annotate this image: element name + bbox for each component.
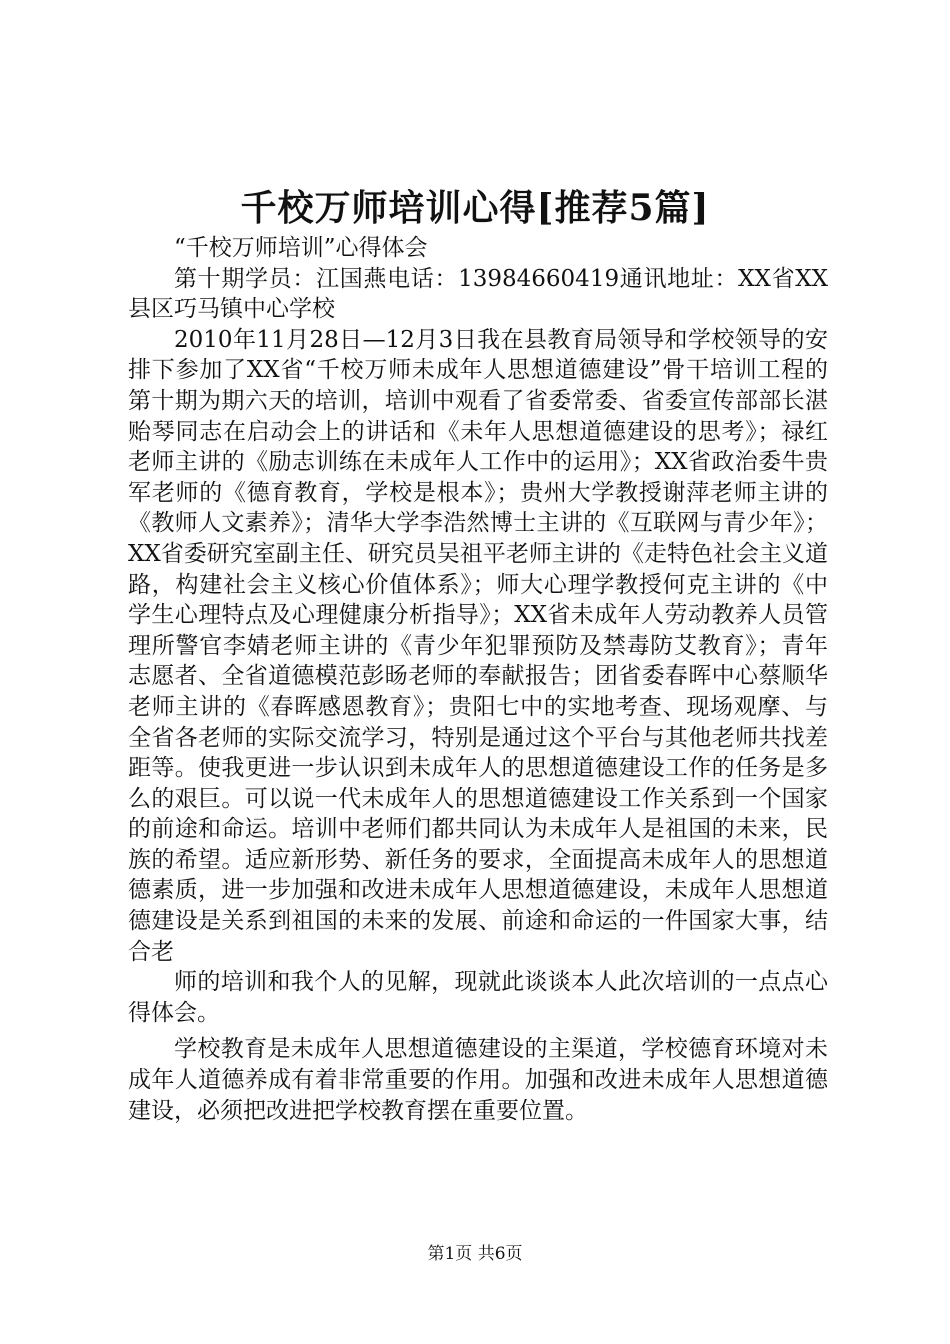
paragraph-continuation: 师的培训和我个人的见解，现就此谈谈本人此次培训的一点点心得体会。 xyxy=(128,969,828,1026)
paragraph-author-info: 第十期学员：江国燕电话：13984660419通讯地址：XX省XX县区巧马镇中心学校 xyxy=(128,265,828,323)
paragraph-subtitle: “千校万师培训”心得体会 xyxy=(174,235,428,261)
document-title: 千校万师培训心得[推荐5篇] xyxy=(240,187,710,229)
page-number-footer: 第1页 共6页 xyxy=(427,1244,523,1264)
paragraph-training-summary: 2010年11月28日—12月3日我在县教育局领导和学校领导的安排下参加了XX省“千校万师未成年人思想道德建设”骨干培训工程的第十期为期六天的培训，培训中观看了省委常委、省委宣传部部长湛贻琴同志在启动会上的讲话和《未年人思想道德建设的思考》；禄红老师主讲的《励志训练在未成年人工作中的运用》；XX省政治委牛贵军老师的《德育教育，学校是根本》；贵州大学教授谢萍老师主讲的《教师人文素养》；清华大学李浩然博士主讲的《互联网与青少年》；XX省委研究室副主任、研究员吴祖平老师主讲的《走特色社会主义道路，构建社会主义核心价值体系》；师大心理学教授何克主讲的《中学生心理特点及心理健康分析指导》；XX省未成年人劳动教养人员管理所警官李婧老师主讲的《青少年犯罪预防及禁毒防艾教育》；青年志愿者、全省道德模范彭旸老师的奉献报告；团省委春晖中心蔡顺华老师主讲的《春晖感恩教育》；贵阳七中的实地考查、现场观摩、与全省各老师的实际交流学习，特别是通过这个平台与其他老师共找差距等。使我更进一步认识到未成年人的思想道德建设工作的任务是多么的艰巨。可以说一代未成年人的思想道德建设工作关系到一个国家的前途和命运。培训中老师们都共同认为未成年人是祖国的未来，民族的希望。适应新形势、新任务的要求，全面提高未成年人的思想道德素质，进一步加强和改进未成年人思想道德建设，未成年人思想道德建设是关系到祖国的未来的发展、前途和命运的一件国家大事，结合老 xyxy=(128,326,828,965)
paragraph-school-education: 学校教育是未成年人思想道德建设的主渠道，学校德育环境对未成年人道德养成有着非常重要的作用。加强和改进未成年人思想道德建设，必须把改进把学校教育摆在重要位置。 xyxy=(128,1036,828,1124)
document-body xyxy=(128,233,828,1126)
